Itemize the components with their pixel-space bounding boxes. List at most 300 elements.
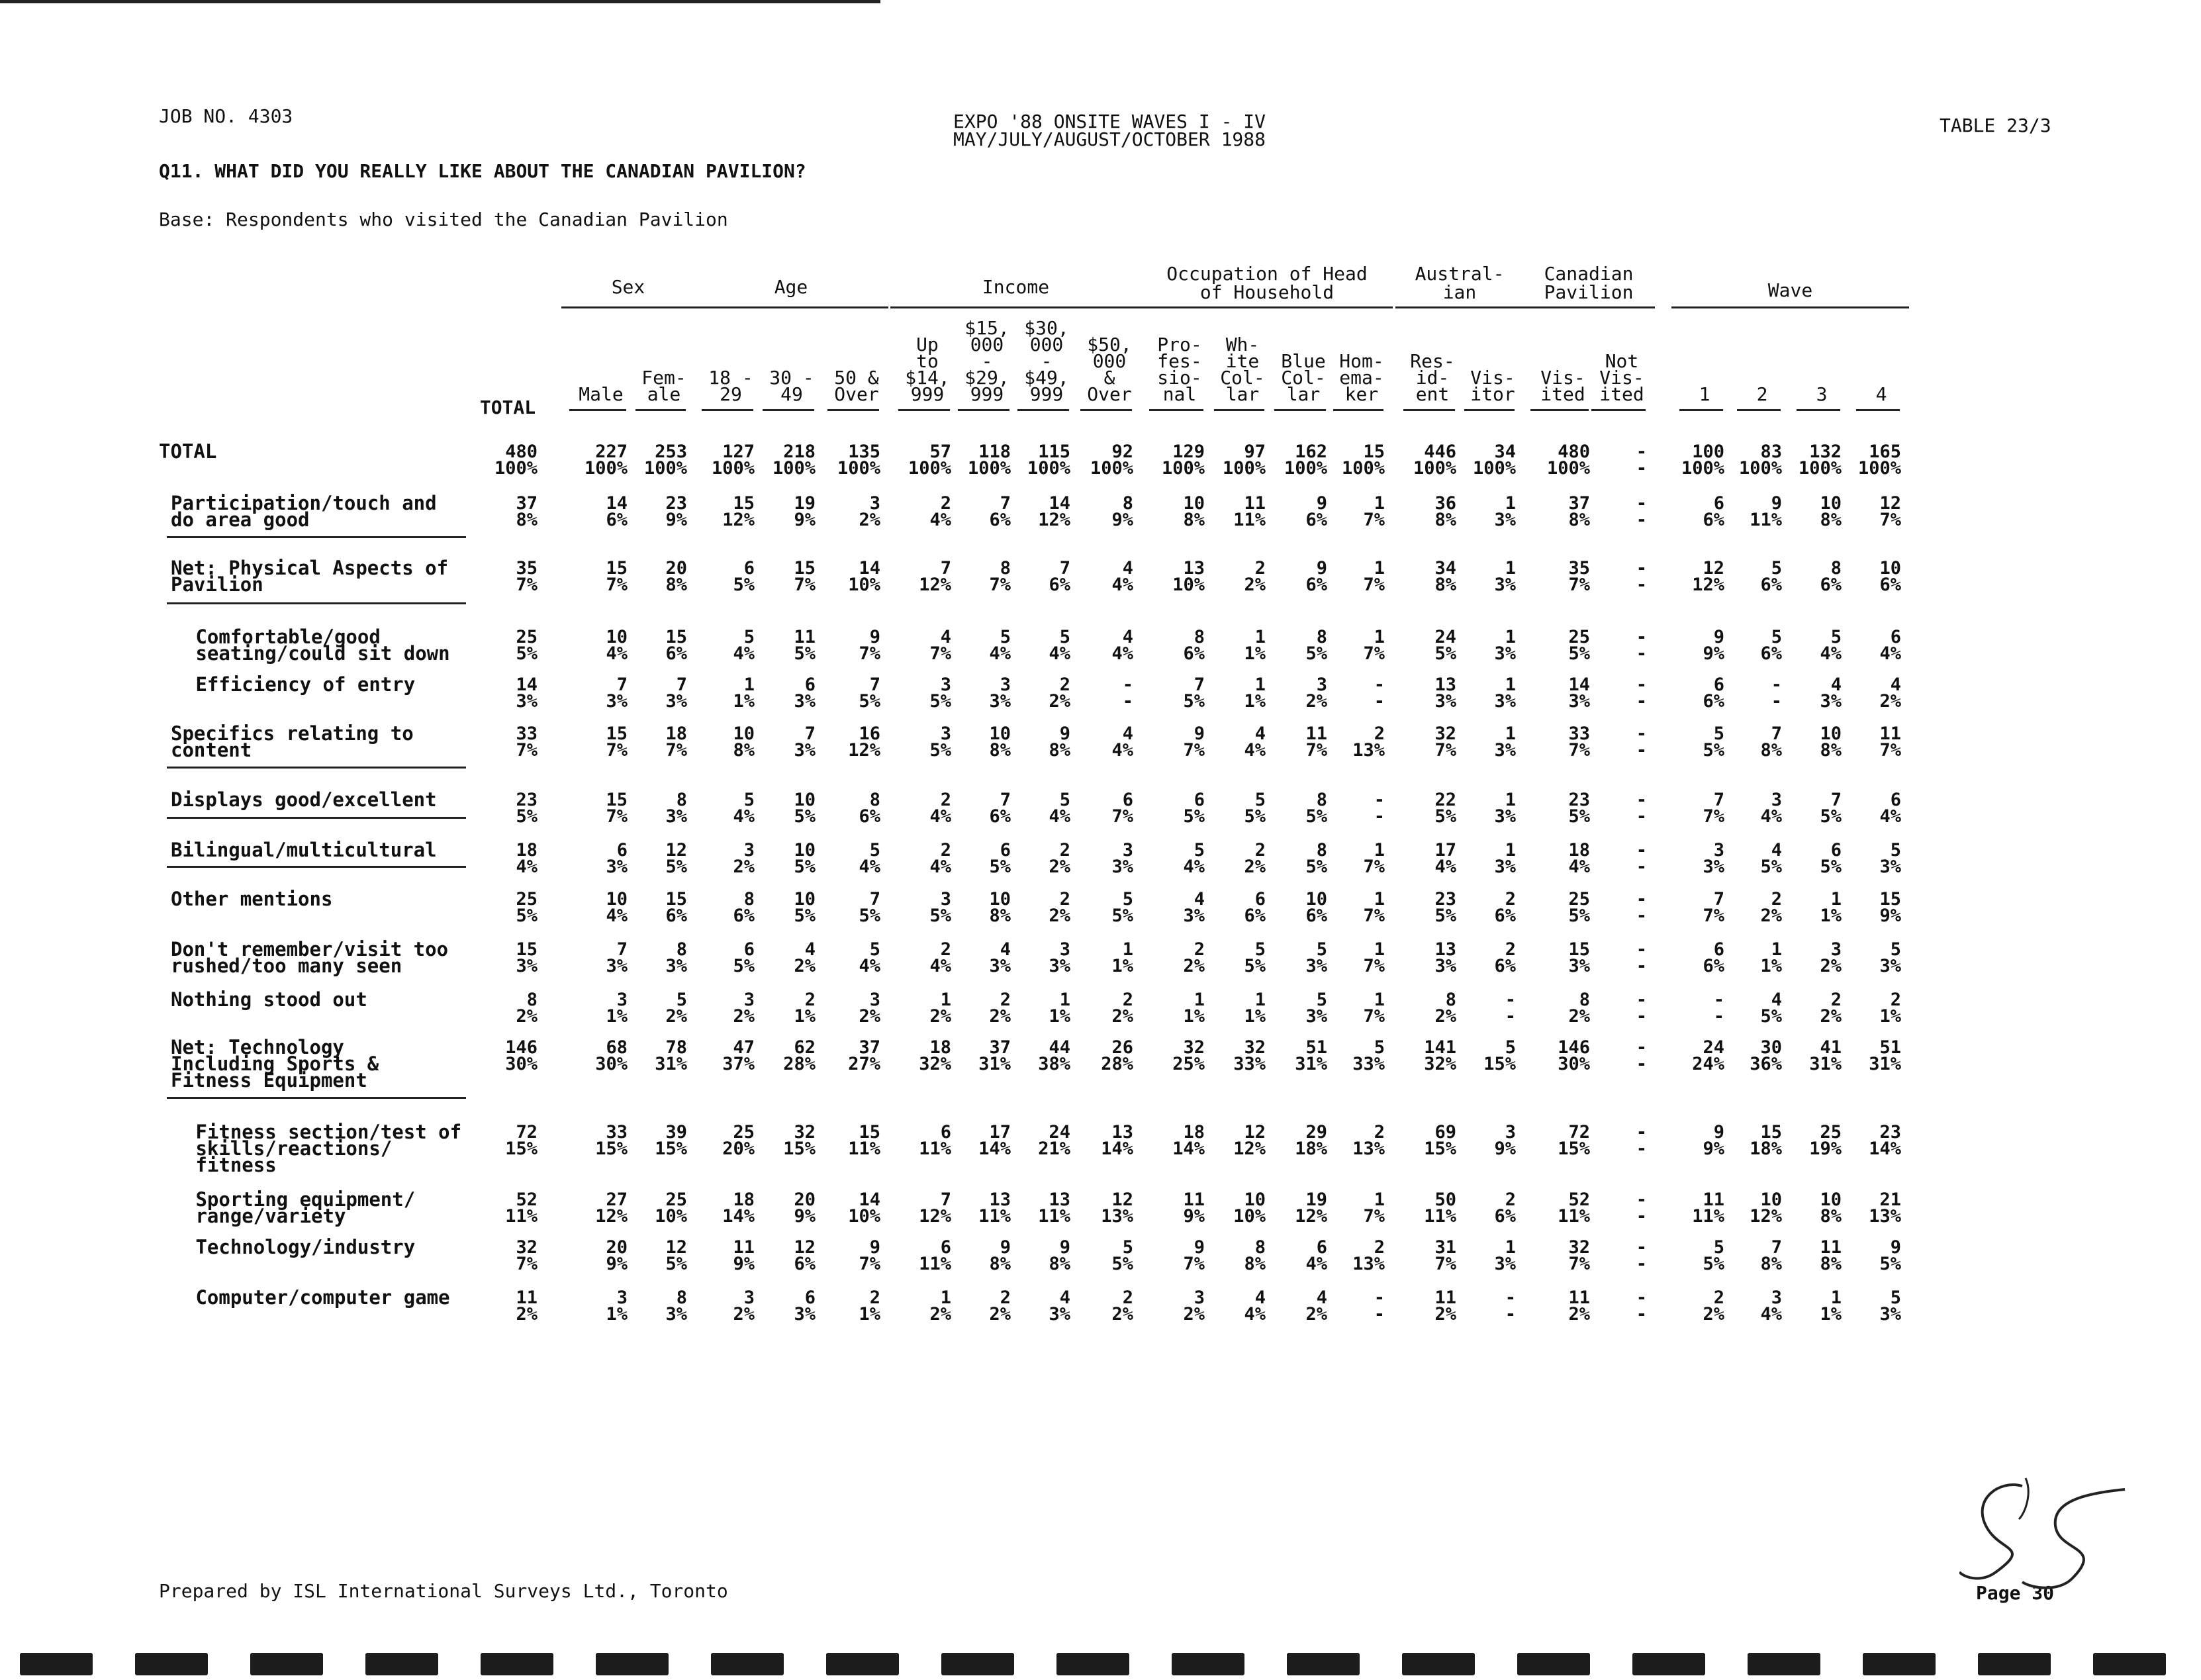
table-cell: 20 8%: [665, 558, 687, 595]
table-cell: 1 1%: [1183, 990, 1205, 1027]
strip-block: [1287, 1653, 1360, 1675]
table-cell: 1 1%: [733, 675, 755, 712]
table-cell: 25 5%: [516, 889, 538, 926]
column-underline: [1017, 409, 1069, 411]
column-header: Vis- ited: [1540, 367, 1585, 405]
table-cell: 18 7%: [665, 723, 687, 761]
table-cell: 22 5%: [1434, 790, 1456, 827]
group-underline: [561, 306, 695, 308]
table-cell: 4 4%: [1111, 627, 1133, 664]
table-cell: 5 4%: [1183, 840, 1205, 877]
column-underline: [1274, 409, 1326, 411]
table-cell: 6 3%: [606, 840, 628, 877]
table-cell: 3 5%: [929, 675, 951, 712]
table-cell: 34 100%: [1472, 442, 1516, 479]
column-header: 4: [1875, 383, 1887, 405]
table-cell: 8 5%: [1305, 627, 1327, 664]
table-cell: - -: [1636, 790, 1647, 827]
table-cell: 11 2%: [516, 1287, 538, 1325]
column-header: Pro- fes- sio- nal: [1157, 334, 1202, 405]
table-number: TABLE 23/3: [1940, 115, 2051, 136]
table-cell: 15 7%: [606, 790, 628, 827]
table-cell: 2 2%: [989, 990, 1011, 1027]
row-label: Specifics relating to content: [171, 722, 414, 761]
table-cell: 4 2%: [1305, 1287, 1327, 1325]
table-cell: 11 9%: [733, 1237, 755, 1274]
table-cell: 5 5%: [1244, 790, 1266, 827]
table-cell: 3 5%: [929, 889, 951, 926]
table-cell: 24 21%: [1038, 1122, 1070, 1159]
table-cell: 15 18%: [1750, 1122, 1782, 1159]
table-cell: 7 6%: [989, 493, 1011, 530]
table-cell: 3 2%: [859, 990, 880, 1027]
table-cell: 13 3%: [1434, 939, 1456, 976]
column-header: 30 - 49: [769, 367, 814, 405]
table-cell: 5 6%: [1760, 627, 1782, 664]
table-cell: 25 5%: [1568, 889, 1590, 926]
table-cell: 7 6%: [1049, 558, 1070, 595]
group-header: Austral- ian: [1415, 263, 1505, 303]
table-cell: 17 4%: [1434, 840, 1456, 877]
table-cell: 1 1%: [1244, 990, 1266, 1027]
table-cell: 9 7%: [1183, 1237, 1205, 1274]
table-cell: 3 3%: [1049, 939, 1070, 976]
strip-block: [1863, 1653, 1936, 1675]
table-cell: 3 2%: [733, 990, 755, 1027]
table-cell: 10 4%: [606, 627, 628, 664]
table-cell: 1 7%: [1363, 493, 1385, 530]
table-cell: 3 5%: [929, 723, 951, 761]
row-underline: [167, 767, 466, 769]
table-cell: 2 1%: [794, 990, 816, 1027]
table-cell: 1 3%: [1494, 558, 1516, 595]
table-cell: 11 2%: [1434, 1287, 1456, 1325]
table-cell: 6 7%: [1111, 790, 1133, 827]
strip-block: [1748, 1653, 1820, 1675]
strip-block: [941, 1653, 1014, 1675]
table-cell: 7 3%: [794, 723, 816, 761]
table-cell: 15 7%: [794, 558, 816, 595]
table-cell: 2 2%: [1703, 1287, 1724, 1325]
table-cell: 141 32%: [1424, 1037, 1456, 1074]
table-cell: 72 15%: [1558, 1122, 1590, 1159]
column-header: Hom- ema- ker: [1339, 350, 1384, 405]
table-cell: 2 2%: [1183, 939, 1205, 976]
table-cell: 7 3%: [606, 675, 628, 712]
row-label: Participation/touch and do area good: [171, 492, 437, 531]
table-cell: 13 11%: [1038, 1190, 1070, 1227]
group-underline: [1141, 306, 1393, 308]
table-cell: 35 7%: [1568, 558, 1590, 595]
table-cell: 8 6%: [1183, 627, 1205, 664]
table-cell: 51 31%: [1869, 1037, 1901, 1074]
base-text: Base: Respondents who visited the Canadian Pavilion: [159, 209, 728, 230]
table-cell: 11 7%: [1305, 723, 1327, 761]
group-header: Wave: [1767, 279, 1813, 301]
table-cell: - -: [1374, 675, 1385, 712]
table-cell: 10 6%: [1305, 889, 1327, 926]
table-cell: 4 3%: [989, 939, 1011, 976]
table-cell: 37 27%: [848, 1037, 880, 1074]
table-cell: 37 8%: [1568, 493, 1590, 530]
table-cell: 2 2%: [1820, 990, 1842, 1027]
table-cell: 5 3%: [1305, 990, 1327, 1027]
table-cell: 12 13%: [1101, 1190, 1133, 1227]
table-cell: 7 7%: [1703, 790, 1724, 827]
table-cell: 5 4%: [859, 939, 880, 976]
table-cell: - -: [1636, 558, 1647, 595]
table-cell: 2 2%: [1111, 990, 1133, 1027]
table-cell: 32 7%: [1434, 723, 1456, 761]
table-cell: 19 12%: [1295, 1190, 1327, 1227]
table-cell: 13 3%: [1434, 675, 1456, 712]
table-cell: 16 12%: [848, 723, 880, 761]
table-cell: 7 5%: [859, 889, 880, 926]
table-cell: 12 7%: [1879, 493, 1901, 530]
table-cell: 97 100%: [1222, 442, 1266, 479]
column-header: Wh- ite Col- lar: [1220, 334, 1265, 405]
row-label: Sporting equipment/ range/variety: [195, 1188, 416, 1227]
column-underline: [635, 409, 686, 411]
table-cell: - -: [1505, 1287, 1516, 1325]
table-cell: 39 15%: [655, 1122, 687, 1159]
table-cell: 25 5%: [516, 627, 538, 664]
table-cell: 12 12%: [1233, 1122, 1266, 1159]
table-cell: 33 15%: [595, 1122, 628, 1159]
table-cell: 18 14%: [1172, 1122, 1205, 1159]
strip-block: [1056, 1653, 1129, 1675]
table-cell: 1 1%: [1760, 939, 1782, 976]
column-underline: [1080, 409, 1132, 411]
strip-block: [1632, 1653, 1705, 1675]
table-cell: 6 4%: [1879, 790, 1901, 827]
table-cell: - -: [1636, 990, 1647, 1027]
column-header: Res- id- ent: [1410, 350, 1455, 405]
table-cell: 11 7%: [1879, 723, 1901, 761]
table-cell: 11 9%: [1183, 1190, 1205, 1227]
table-cell: 6 3%: [794, 1287, 816, 1325]
table-cell: 78 31%: [655, 1037, 687, 1074]
table-cell: 1 7%: [1363, 840, 1385, 877]
group-underline: [1522, 306, 1655, 308]
column-header: 3: [1816, 383, 1828, 405]
table-cell: 15 7%: [606, 723, 628, 761]
table-cell: - -: [1122, 675, 1133, 712]
table-cell: 27 12%: [595, 1190, 628, 1227]
strip-block: [250, 1653, 323, 1675]
table-cell: 8 7%: [989, 558, 1011, 595]
table-cell: 32 33%: [1233, 1037, 1266, 1074]
column-header: Not Vis- ited: [1599, 350, 1644, 405]
table-cell: 5 4%: [733, 627, 755, 664]
column-underline: [827, 409, 879, 411]
table-cell: 26 28%: [1101, 1037, 1133, 1074]
table-cell: 5 5%: [1111, 889, 1133, 926]
row-underline: [167, 602, 466, 604]
prepared-by: Prepared by ISL International Surveys Ltd., Toronto: [159, 1580, 728, 1602]
row-label: Bilingual/multicultural: [171, 839, 437, 861]
table-cell: 2 1%: [859, 1287, 880, 1325]
table-cell: 32 25%: [1172, 1037, 1205, 1074]
table-cell: 44 38%: [1038, 1037, 1070, 1074]
table-cell: 162 100%: [1284, 442, 1327, 479]
table-cell: 3 3%: [1703, 840, 1724, 877]
table-cell: 41 31%: [1809, 1037, 1842, 1074]
table-cell: 3 2%: [733, 1287, 755, 1325]
table-cell: 21 13%: [1869, 1190, 1901, 1227]
table-cell: 218 100%: [772, 442, 816, 479]
table-cell: 6 5%: [1820, 840, 1842, 877]
table-cell: 9 8%: [989, 1237, 1011, 1274]
table-cell: 92 100%: [1090, 442, 1133, 479]
table-cell: 5 4%: [1820, 627, 1842, 664]
group-header: Sex: [611, 276, 645, 298]
strip-block: [20, 1653, 93, 1675]
table-cell: 23 9%: [665, 493, 687, 530]
table-cell: 52 11%: [1558, 1190, 1590, 1227]
column-header: Blue Col- lar: [1281, 350, 1326, 405]
column-header: 50 & Over: [834, 367, 879, 405]
table-cell: 1 7%: [1363, 990, 1385, 1027]
strip-block: [1978, 1653, 2051, 1675]
table-cell: 4 5%: [1760, 990, 1782, 1027]
table-cell: 5 5%: [1244, 939, 1266, 976]
column-underline: [1149, 409, 1203, 411]
table-cell: 146 30%: [1558, 1037, 1590, 1074]
table-cell: 15 100%: [1341, 442, 1385, 479]
table-cell: 13 11%: [978, 1190, 1011, 1227]
table-cell: 5 3%: [1879, 840, 1901, 877]
table-cell: 6 5%: [733, 558, 755, 595]
table-cell: 5 5%: [1111, 1237, 1133, 1274]
table-cell: 8 6%: [1820, 558, 1842, 595]
table-cell: 2 4%: [929, 493, 951, 530]
table-cell: 7 6%: [989, 790, 1011, 827]
table-cell: 7 5%: [859, 675, 880, 712]
table-cell: 7 5%: [1183, 675, 1205, 712]
table-cell: 8 9%: [1111, 493, 1133, 530]
table-cell: 57 100%: [908, 442, 951, 479]
table-cell: 6 11%: [919, 1122, 951, 1159]
table-cell: 5 15%: [1483, 1037, 1516, 1074]
table-cell: 1 1%: [1820, 889, 1842, 926]
table-cell: 1 3%: [1494, 840, 1516, 877]
strip-block: [1517, 1653, 1590, 1675]
table-cell: 9 5%: [1879, 1237, 1901, 1274]
table-cell: 3 4%: [1760, 790, 1782, 827]
table-cell: 3 1%: [606, 990, 628, 1027]
table-cell: - -: [1636, 723, 1647, 761]
table-cell: - -: [1636, 889, 1647, 926]
column-underline: [1591, 409, 1646, 411]
table-cell: 3 1%: [606, 1287, 628, 1325]
table-cell: 2 4%: [929, 840, 951, 877]
table-cell: 13 10%: [1172, 558, 1205, 595]
table-cell: 62 28%: [783, 1037, 816, 1074]
handwritten-mark: [1959, 1473, 2131, 1605]
table-cell: 4 3%: [1183, 889, 1205, 926]
row-label: Fitness section/test of skills/reactions/ fitness: [195, 1121, 462, 1176]
table-cell: 2 2%: [1049, 840, 1070, 877]
table-cell: 14 6%: [606, 493, 628, 530]
table-cell: 14 3%: [516, 675, 538, 712]
column-header: $30, 000 - $49, 999: [1024, 317, 1069, 405]
table-cell: 135 100%: [837, 442, 880, 479]
table-cell: 72 15%: [505, 1122, 538, 1159]
strip-block: [2093, 1653, 2166, 1675]
table-cell: - -: [1636, 939, 1647, 976]
table-cell: 6 3%: [794, 675, 816, 712]
table-cell: 5 33%: [1352, 1037, 1385, 1074]
table-cell: 51 31%: [1295, 1037, 1327, 1074]
table-cell: 15 9%: [1879, 889, 1901, 926]
table-cell: 6 5%: [733, 939, 755, 976]
table-cell: 9 8%: [1049, 723, 1070, 761]
group-underline: [1671, 306, 1909, 308]
table-cell: 227 100%: [584, 442, 628, 479]
table-cell: 8 5%: [1305, 840, 1327, 877]
table-cell: 6 6%: [1703, 939, 1724, 976]
table-cell: 8 6%: [859, 790, 880, 827]
table-cell: 2 2%: [1760, 889, 1782, 926]
row-label: Nothing stood out: [171, 988, 367, 1011]
table-cell: 18 4%: [1568, 840, 1590, 877]
table-cell: 18 14%: [722, 1190, 755, 1227]
row-label: Other mentions: [171, 888, 333, 910]
table-cell: 3 2%: [1305, 675, 1327, 712]
table-cell: 2 6%: [1494, 939, 1516, 976]
table-cell: 9 9%: [1703, 627, 1724, 664]
table-cell: 6 6%: [1703, 493, 1724, 530]
table-cell: 3 4%: [1760, 1287, 1782, 1325]
row-label: Displays good/excellent: [171, 788, 437, 811]
table-cell: 10 5%: [794, 840, 816, 877]
table-cell: 1 3%: [1494, 627, 1516, 664]
column-underline: [763, 409, 814, 411]
table-cell: - -: [1636, 1190, 1647, 1227]
table-cell: 31 7%: [1434, 1237, 1456, 1274]
table-cell: 9 7%: [859, 627, 880, 664]
table-cell: 10 4%: [606, 889, 628, 926]
table-cell: 5 4%: [1049, 790, 1070, 827]
row-label: Computer/computer game: [184, 1286, 450, 1309]
table-cell: 5 3%: [1879, 1287, 1901, 1325]
strip-block: [826, 1653, 899, 1675]
table-cell: 2 4%: [929, 939, 951, 976]
table-cell: 7 7%: [1703, 889, 1724, 926]
column-underline: [1333, 409, 1383, 411]
table-cell: 2 6%: [1494, 889, 1516, 926]
table-cell: 1 3%: [1494, 723, 1516, 761]
group-underline: [890, 306, 1141, 308]
table-cell: 12 5%: [665, 1237, 687, 1274]
table-cell: 32 15%: [783, 1122, 816, 1159]
table-cell: 3 2%: [1183, 1287, 1205, 1325]
strip-block: [481, 1653, 553, 1675]
table-cell: 253 100%: [643, 442, 687, 479]
table-cell: 8 5%: [1305, 790, 1327, 827]
table-cell: 15 6%: [665, 889, 687, 926]
row-label: TOTAL: [159, 440, 217, 463]
table-cell: 33 7%: [516, 723, 538, 761]
column-underline: [1856, 409, 1900, 411]
group-header: Income: [982, 276, 1050, 298]
table-cell: 10 8%: [989, 889, 1011, 926]
table-cell: 3 3%: [989, 675, 1011, 712]
table-cell: 50 11%: [1424, 1190, 1456, 1227]
table-cell: - -: [1636, 627, 1647, 664]
table-cell: 1 1%: [1820, 1287, 1842, 1325]
row-label: Efficiency of entry: [184, 673, 416, 696]
table-cell: 115 100%: [1027, 442, 1070, 479]
table-cell: 129 100%: [1161, 442, 1205, 479]
table-cell: 4 5%: [1760, 840, 1782, 877]
group-underline: [1395, 306, 1524, 308]
table-cell: - -: [1771, 675, 1782, 712]
table-cell: 23 14%: [1869, 1122, 1901, 1159]
job-number: JOB NO. 4303: [159, 105, 293, 127]
row-underline: [167, 1097, 466, 1099]
table-cell: 34 8%: [1434, 558, 1456, 595]
table-cell: - -: [1636, 1237, 1647, 1274]
table-cell: 14 10%: [848, 558, 880, 595]
table-cell: 10 6%: [1879, 558, 1901, 595]
table-cell: 23 5%: [1434, 889, 1456, 926]
table-cell: 5 5%: [1703, 1237, 1724, 1274]
table-cell: 6 4%: [1879, 627, 1901, 664]
table-cell: 11 2%: [1568, 1287, 1590, 1325]
table-cell: 12 6%: [794, 1237, 816, 1274]
table-cell: 37 31%: [978, 1037, 1011, 1074]
table-cell: 2 13%: [1352, 723, 1385, 761]
table-cell: 15 3%: [1568, 939, 1590, 976]
table-cell: 1 7%: [1363, 558, 1385, 595]
column-header: Vis- itor: [1470, 367, 1515, 405]
table-cell: 5 4%: [733, 790, 755, 827]
column-underline: [898, 409, 950, 411]
table-cell: 4 7%: [929, 627, 951, 664]
table-cell: 4 2%: [1879, 675, 1901, 712]
table-cell: 8 2%: [1568, 990, 1590, 1027]
table-cell: 83 100%: [1738, 442, 1782, 479]
table-cell: 14 10%: [848, 1190, 880, 1227]
table-cell: 165 100%: [1857, 442, 1901, 479]
table-cell: 2 2%: [989, 1287, 1011, 1325]
table-cell: 1 1%: [1244, 675, 1266, 712]
table-cell: 52 11%: [505, 1190, 538, 1227]
table-cell: 25 10%: [655, 1190, 687, 1227]
column-underline: [1464, 409, 1515, 411]
row-label: Technology/industry: [184, 1236, 416, 1258]
table-cell: 3 9%: [1494, 1122, 1516, 1159]
column-header: Up to $14, 999: [905, 334, 950, 405]
table-cell: 1 3%: [1494, 790, 1516, 827]
table-cell: 1 1%: [1111, 939, 1133, 976]
table-cell: 2 6%: [1494, 1190, 1516, 1227]
table-cell: 10 8%: [733, 723, 755, 761]
table-cell: 7 3%: [606, 939, 628, 976]
report-dates: MAY/JULY/AUGUST/OCTOBER 1988: [953, 128, 1266, 150]
table-cell: 10 10%: [1233, 1190, 1266, 1227]
table-cell: 1 3%: [1494, 493, 1516, 530]
report-title: EXPO '88 ONSITE WAVES I - IV: [953, 111, 1266, 132]
table-cell: 3 2%: [733, 840, 755, 877]
strip-block: [596, 1653, 669, 1675]
table-cell: 25 5%: [1568, 627, 1590, 664]
table-cell: 9 11%: [1750, 493, 1782, 530]
table-cell: 11 11%: [1692, 1190, 1724, 1227]
column-header: 18 - 29: [708, 367, 753, 405]
